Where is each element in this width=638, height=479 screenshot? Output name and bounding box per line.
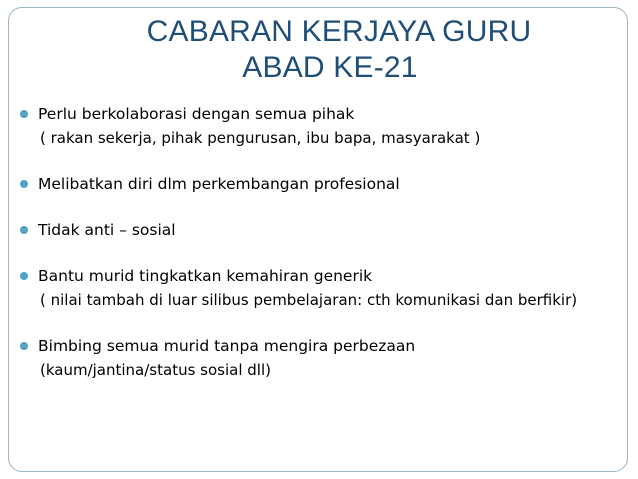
bullet-subtext: ( rakan sekerja, pihak pengurusan, ibu bapa, masyarakat ) [40, 129, 481, 147]
title-line-2: ABAD KE-21 [242, 51, 418, 84]
bullet-dot-icon [20, 110, 28, 118]
bullet-item-generic-skills [18, 264, 618, 312]
bullet-dot-icon [20, 272, 28, 280]
bullet-item-not-antisocial [18, 218, 618, 242]
bullet-text: Perlu berkolaborasi dengan semua pihak [38, 105, 355, 123]
bullet-text: Melibatkan diri dlm perkembangan profesional [38, 175, 400, 193]
bullet-item-collaboration [18, 102, 618, 150]
bullet-text: Tidak anti – sosial [38, 221, 176, 239]
bullet-dot-icon [20, 342, 28, 350]
bullet-item-guide-all-students [18, 334, 618, 382]
bullet-subtext: (kaum/jantina/status sosial dll) [40, 361, 271, 379]
bullet-dot-icon [20, 180, 28, 188]
bullet-list [18, 102, 618, 382]
bullet-subtext: ( nilai tambah di luar silibus pembelajaran: cth komunikasi dan berfikir) [40, 291, 578, 309]
bullet-dot-icon [20, 226, 28, 234]
bullet-text: Bantu murid tingkatkan kemahiran generik [38, 267, 373, 285]
bullet-text: Bimbing semua murid tanpa mengira perbezaan [38, 337, 416, 355]
title-line-1: CABARAN KERJAYA GURU [146, 15, 532, 48]
bullet-item-professional-development [18, 172, 618, 196]
slide-title [0, 14, 638, 86]
